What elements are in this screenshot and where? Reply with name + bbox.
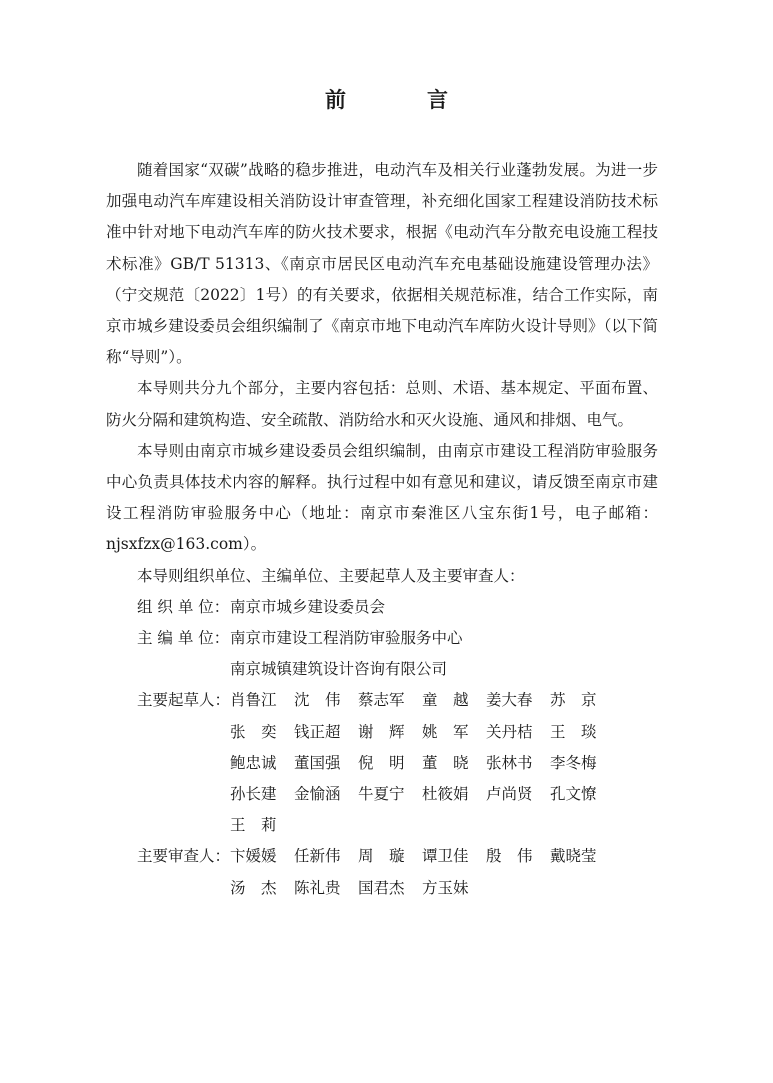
drafter-name: 王 琰 bbox=[550, 722, 597, 741]
org-unit-values bbox=[230, 592, 658, 623]
drafter-name: 钱正超 bbox=[294, 722, 341, 741]
reviewers-names bbox=[230, 841, 658, 903]
reviewer-name: 方玉妹 bbox=[422, 878, 469, 897]
drafter-name: 卢尚贤 bbox=[486, 785, 533, 804]
drafter-name: 鲍忠诚 bbox=[230, 753, 277, 772]
page-title: 前 言 bbox=[325, 88, 478, 112]
drafter-name: 苏 京 bbox=[550, 691, 597, 710]
drafter-name: 董国强 bbox=[294, 753, 341, 772]
drafter-name: 王 莉 bbox=[230, 816, 277, 835]
reviewer-name: 殷 伟 bbox=[486, 847, 533, 866]
drafter-name: 金愉涵 bbox=[294, 785, 341, 804]
reviewers-row bbox=[137, 841, 658, 903]
drafters-names bbox=[230, 685, 658, 841]
paragraph-interpretation: 本导则由南京市城乡建设委员会组织编制，由南京市建设工程消防审验服务中心负责具体技术内容的解释。执行过程中如有意见和建议，请反馈至南京市建设工程消防审验服务中心（地址：南京市秦淮区八宝东街1号，电子邮箱：njsxfzx@163.com）。 bbox=[106, 441, 658, 554]
reviewer-name: 国君杰 bbox=[358, 878, 405, 897]
drafter-name: 张 奕 bbox=[230, 722, 277, 741]
drafter-name: 沈 伟 bbox=[294, 691, 341, 710]
document-body bbox=[106, 155, 658, 904]
chief-unit-value: 南京城镇建筑设计咨询有限公司 bbox=[230, 660, 448, 679]
chief-unit-values bbox=[230, 623, 658, 685]
paragraph-contents: 本导则共分九个部分，主要内容包括：总则、术语、基本规定、平面布置、防火分隔和建筑构造、安全疏散、消防给水和灭火设施、通风和排烟、电气。 bbox=[106, 379, 658, 429]
reviewer-name: 汤 杰 bbox=[230, 878, 277, 897]
drafter-name: 孙长建 bbox=[230, 785, 277, 804]
chief-unit-row bbox=[137, 623, 658, 685]
drafters-row bbox=[137, 685, 658, 841]
chief-unit-label: 主 编 单 位： bbox=[137, 629, 230, 648]
drafter-name: 肖鲁江 bbox=[230, 691, 277, 710]
drafter-name: 姚 军 bbox=[422, 722, 469, 741]
org-unit-label: 组 织 单 位： bbox=[137, 597, 230, 616]
drafter-name: 杜筱娟 bbox=[422, 785, 469, 804]
reviewers-label: 主要审查人： bbox=[137, 847, 231, 866]
paragraph-participants-intro: 本导则组织单位、主编单位、主要起草人及主要审查人： bbox=[137, 566, 525, 585]
drafter-name: 姜大春 bbox=[486, 691, 533, 710]
drafter-name: 李冬梅 bbox=[550, 753, 597, 772]
reviewer-name: 谭卫佳 bbox=[422, 847, 469, 866]
drafter-name: 谢 辉 bbox=[358, 722, 405, 741]
reviewer-name: 卞媛媛 bbox=[230, 847, 277, 866]
chief-unit-value: 南京市建设工程消防审验服务中心 bbox=[230, 629, 463, 648]
drafter-name: 孔文憭 bbox=[550, 785, 597, 804]
org-unit-row bbox=[137, 592, 658, 623]
org-unit-value: 南京市城乡建设委员会 bbox=[230, 597, 386, 616]
paragraph-background: 随着国家“双碳”战略的稳步推进，电动汽车及相关行业蓬勃发展。为进一步加强电动汽车库建设相关消防设计审查管理，补充细化国家工程建设消防技术标准中针对地下电动汽车库的防火技术要求，根据《电动汽车分散充电设施工程技术标准》GB/T 51313、《南京市居民区电动汽车充电基础设施建设管理办法》（宁交规范〔2022〕1号）的有关要求，依据相关规范标准，结合工作实际，南京市城乡建设委员会组织编制了《南京市地下电动汽车库防火设计导则》（以下简称“导则”）。 bbox=[106, 161, 658, 367]
drafters-label: 主要起草人： bbox=[137, 691, 231, 710]
reviewer-name: 戴晓莹 bbox=[550, 847, 597, 866]
drafter-name: 董 晓 bbox=[422, 753, 469, 772]
drafter-name: 关丹桔 bbox=[486, 722, 533, 741]
reviewer-name: 陈礼贵 bbox=[294, 878, 341, 897]
drafter-name: 蔡志军 bbox=[358, 691, 405, 710]
drafter-name: 牛夏宁 bbox=[358, 785, 405, 804]
reviewer-name: 周 璇 bbox=[358, 847, 405, 866]
drafter-name: 童 越 bbox=[422, 691, 469, 710]
drafter-name: 张林书 bbox=[486, 753, 533, 772]
drafter-name: 倪 明 bbox=[358, 753, 405, 772]
reviewer-name: 任新伟 bbox=[294, 847, 341, 866]
